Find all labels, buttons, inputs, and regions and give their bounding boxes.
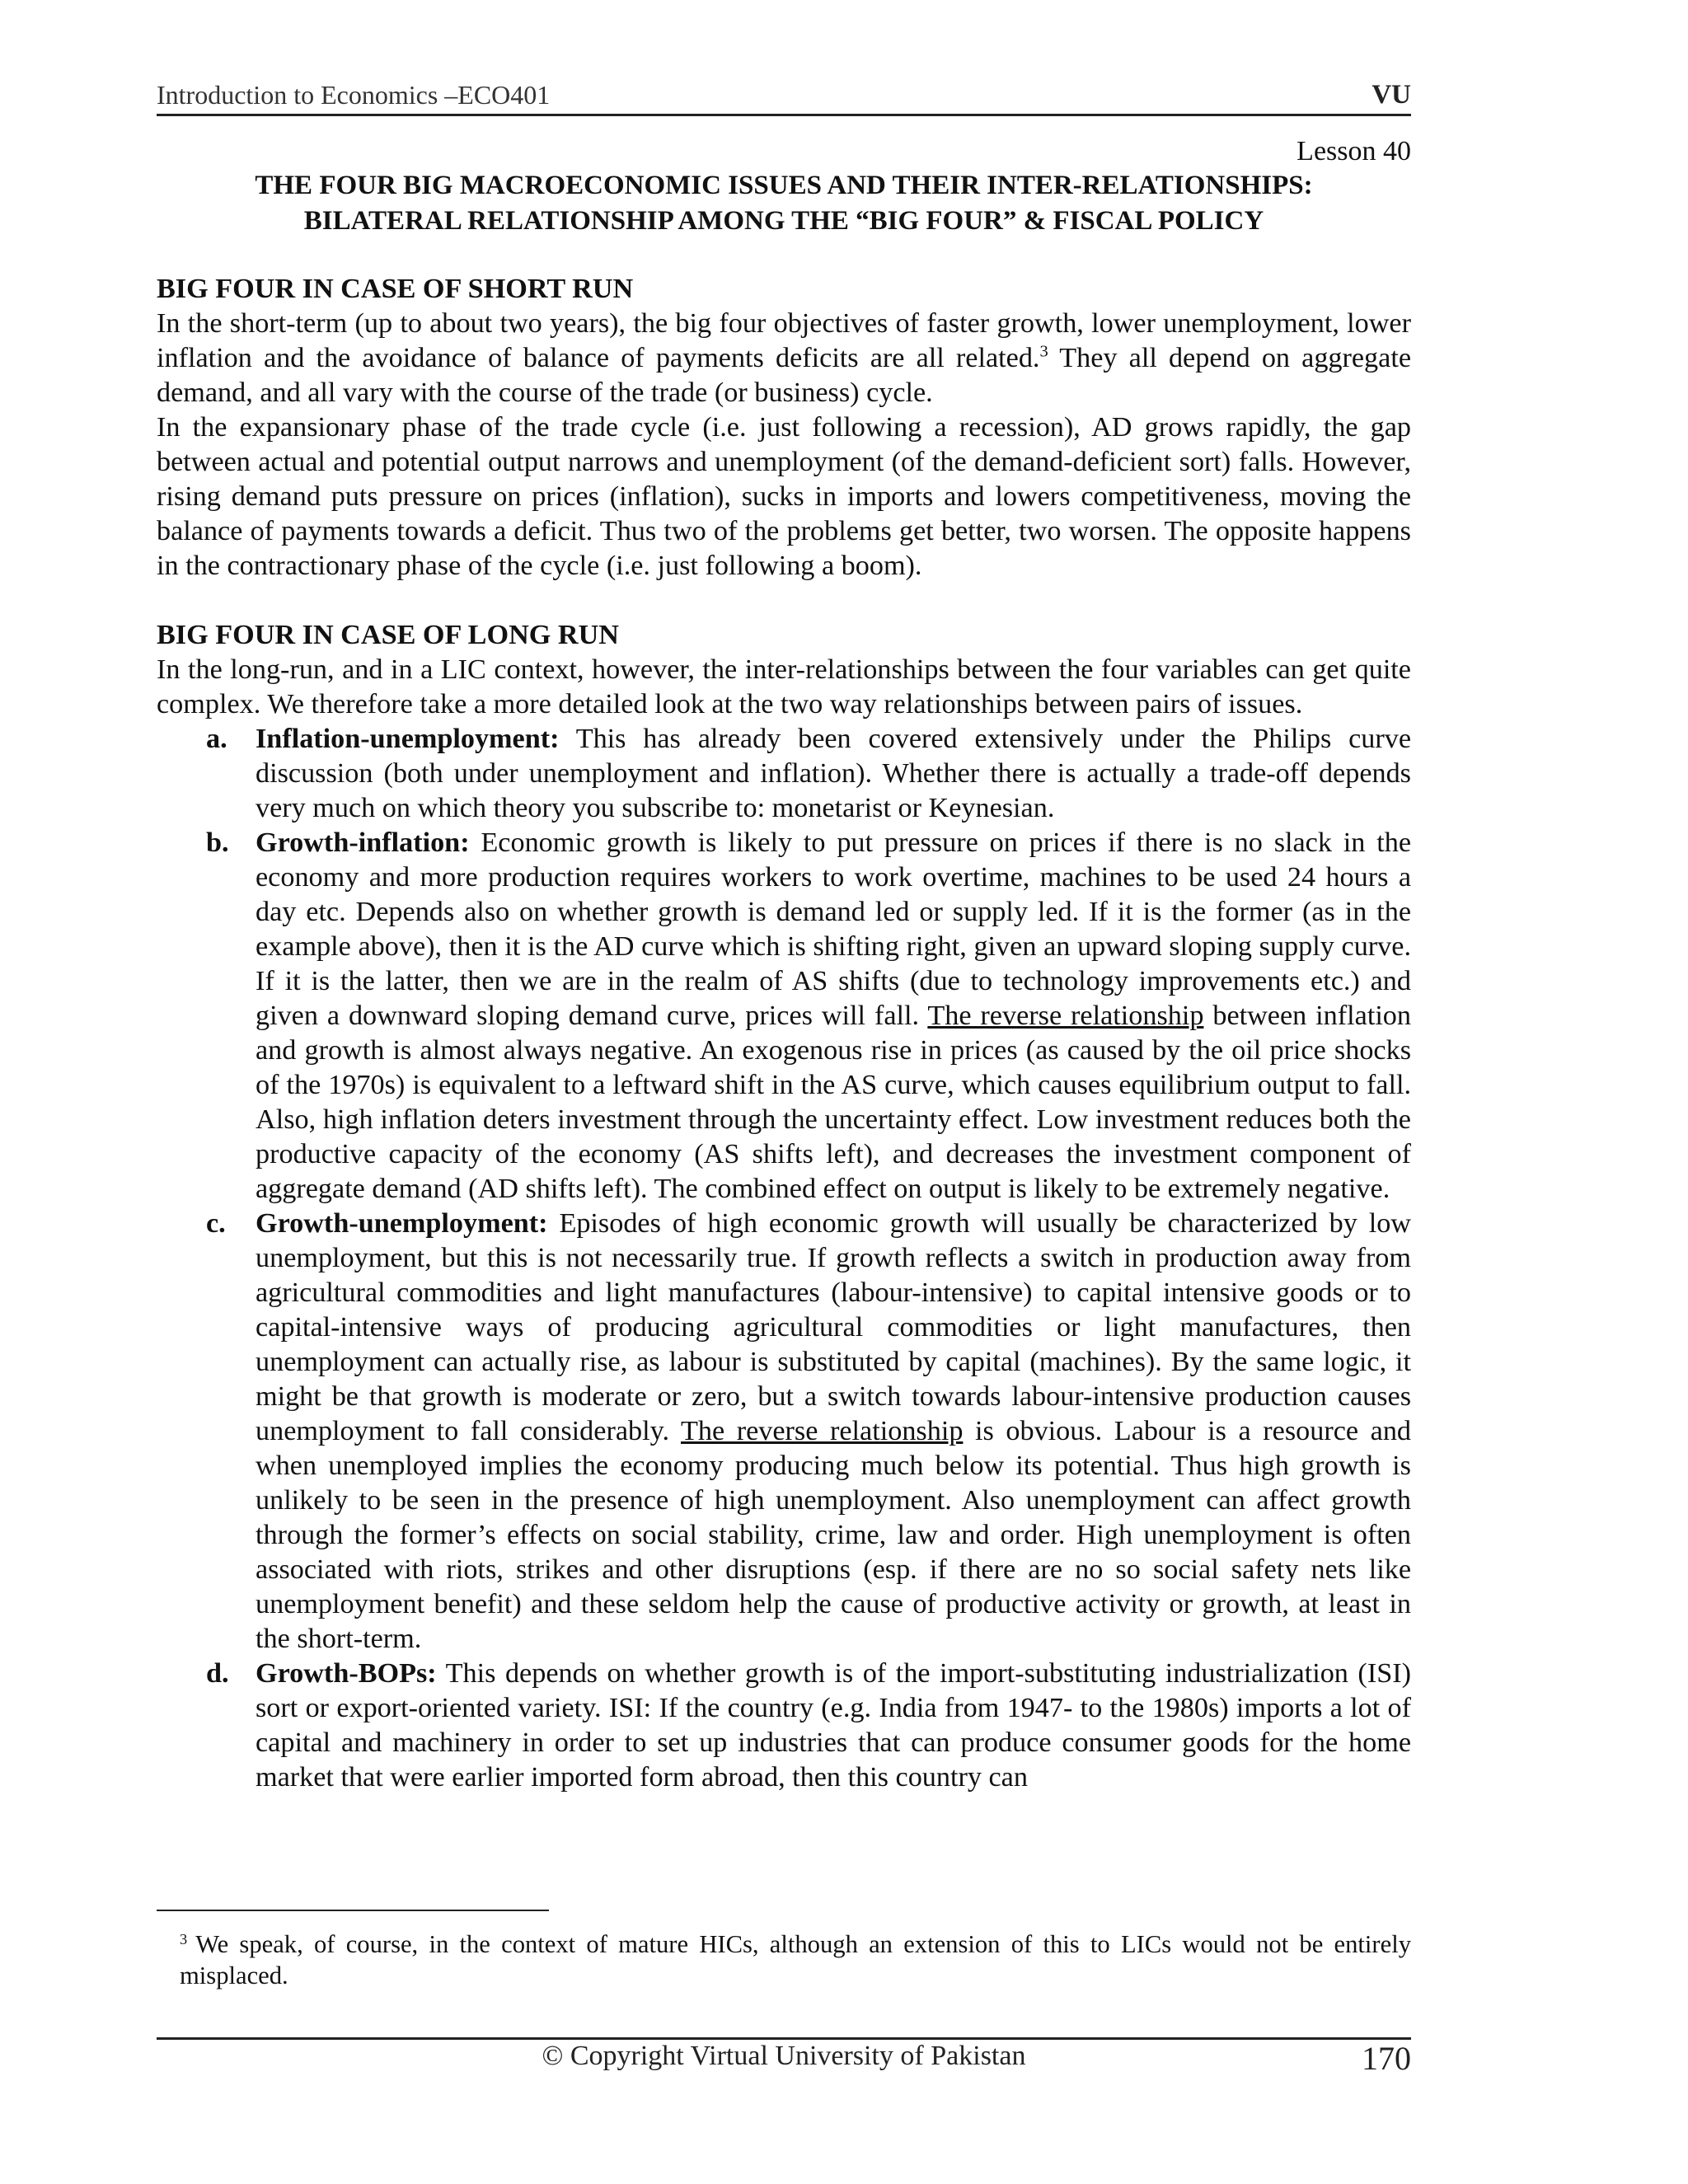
footnote-number: 3	[180, 1931, 188, 1947]
item-label: Growth-BOPs:	[256, 1658, 437, 1689]
course-title: Introduction to Economics –ECO401	[157, 80, 551, 110]
item-label: Inflation-unemployment:	[256, 724, 560, 754]
list-marker: b.	[206, 827, 229, 858]
item-label: Growth-inflation:	[256, 827, 470, 858]
relationship-list	[157, 722, 1411, 1795]
list-item	[157, 1657, 1411, 1795]
body-text	[157, 272, 1411, 1795]
item-text: is obvious. Labour is a resource and when unemployed implies the economy producing much below its potential. Thus high growth is unlikely to be seen in the presence of high unemployment. Also unemployment can affect growth through the former’s effects on social stability, crime, law and order. High unemployment is often associated with riots, strikes and other disruptions (esp. if there are no so social safety nets like unemployment benefit) and these seldom help the cause of productive activity or growth, at least in the short-term.	[256, 1416, 1412, 1654]
footnote-text: We speak, of course, in the context of mature HICs, although an extension of this to LICs would not be entirely misplaced.	[180, 1930, 1411, 1990]
list-marker: d.	[206, 1658, 229, 1689]
list-item	[157, 1207, 1411, 1657]
paragraph-text: In the short-term (up to about two years), the big four objectives of faster growth, lower unemployment, lower inflation and the avoidance of balance of payments deficits are all related.	[157, 308, 1411, 373]
copyright-notice: © Copyright Virtual University of Pakistan	[542, 2041, 1026, 2071]
list-item	[157, 826, 1411, 1207]
footer-divider	[157, 2037, 1411, 2040]
underlined-phrase: The reverse relationship	[680, 1416, 964, 1446]
underlined-phrase: The reverse relationship	[927, 1001, 1204, 1031]
page-number: 170	[1362, 2040, 1411, 2077]
section-heading-long-run: BIG FOUR IN CASE OF LONG RUN	[157, 620, 619, 650]
paragraph-short-run-2: In the expansionary phase of the trade cycle (i.e. just following a recession), AD grows rapidly, the gap between actual and potential output narrows and unemployment (of the demand-deficient sort) falls. However, rising demand puts pressure on prices (inflation), sucks in imports and lowers competitiveness, moving the balance of payments towards a deficit. Thus two of the problems get better, two worsen. The opposite happens in the contractionary phase of the cycle (i.e. just following a boom).	[157, 412, 1411, 581]
footnote-ref[interactable]: 3	[1039, 342, 1048, 361]
footnote	[180, 1924, 1411, 1991]
list-item	[157, 722, 1411, 826]
brand-mark: VU	[1372, 80, 1411, 110]
item-text: This has already been covered extensively under the Philips curve discussion (both under unemployment and inflation). Whether there is actually a trade-off depends very much on which theory you subscribe to: monetarist or Keynesian.	[256, 724, 1411, 823]
paragraph-short-run-1	[157, 307, 1411, 410]
title-line-2: BILATERAL RELATIONSHIP AMONG THE “BIG FOUR” & FISCAL POLICY	[303, 206, 1264, 236]
section-heading-short-run: BIG FOUR IN CASE OF SHORT RUN	[157, 274, 634, 304]
title-line-1: THE FOUR BIG MACROECONOMIC ISSUES AND THEIR INTER-RELATIONSHIPS:	[255, 171, 1313, 200]
list-marker: c.	[206, 1208, 226, 1239]
list-marker: a.	[206, 724, 227, 754]
item-text: between inflation and growth is almost always negative. An exogenous rise in prices (as caused by the oil price shocks of the 1970s) is equivalent to a leftward shift in the AS curve, which causes equilibrium output to fall. Also, high inflation deters investment through the uncertainty effect. Low investment reduces both the productive capacity of the economy (AS shifts left), and decreases the investment component of aggregate demand (AD shifts left). The combined effect on output is likely to be extremely negative.	[256, 1001, 1411, 1204]
item-text: Economic growth is likely to put pressure on prices if there is no slack in the economy and more production requires workers to work overtime, machines to be used 24 hours a day etc. Depends also on whether growth is demand led or supply led. If it is the former (as in the example above), then it is the AD curve which is shifting right, given an upward sloping supply curve. If it is the latter, then we are in the realm of AS shifts (due to technology improvements etc.) and given a downward sloping demand curve, prices will fall.	[256, 827, 1411, 1031]
item-text: Episodes of high economic growth will usually be characterized by low unemployment, but this is not necessarily true. If growth reflects a switch in production away from agricultural commodities and light manufactures (labour-intensive) to capital intensive goods or to capital-intensive ways of producing agricultural commodities or light manufactures, then unemployment can actually rise, as labour is substituted by capital (machines). By the same logic, it might be that growth is moderate or zero, but a switch towards labour-intensive production causes unemployment to fall considerably.	[256, 1208, 1411, 1446]
page-header	[157, 76, 1411, 116]
paragraph-text: They all depend on aggregate demand, and all vary with the course of the trade (or business) cycle.	[157, 343, 1412, 408]
page-title	[157, 168, 1411, 239]
lesson-number: Lesson 40	[1296, 136, 1411, 166]
item-text: This depends on whether growth is of the import-substituting industrialization (ISI) sort or export-oriented variety. ISI: If the country (e.g. India from 1947- to the 1980s) imports a lot of capital and machinery in order to set up industries that can produce consumer goods for the home market that were earlier imported form abroad, then this country can	[256, 1658, 1411, 1793]
footnote-divider	[157, 1910, 549, 1911]
item-label: Growth-unemployment:	[256, 1208, 548, 1239]
paragraph-long-run-intro: In the long-run, and in a LIC context, however, the inter-relationships between the four variables can get quite complex. We therefore take a more detailed look at the two way relationships between pairs of issues.	[157, 654, 1411, 719]
